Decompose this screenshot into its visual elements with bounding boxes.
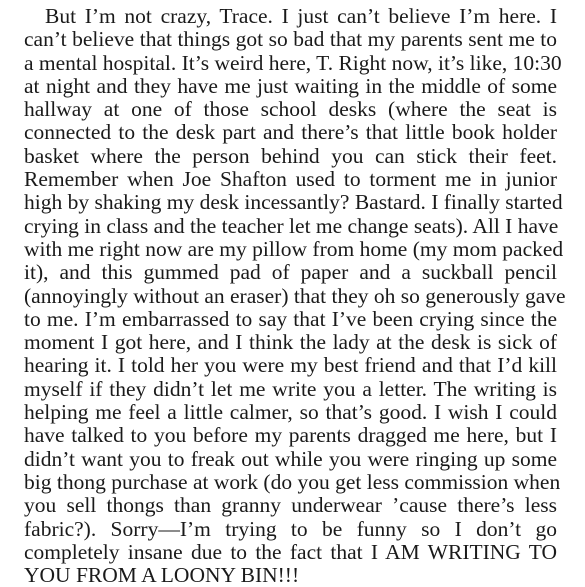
text-line: hallway at one of those school desks (where the seat is <box>24 97 557 122</box>
text-line: connected to the desk part and there’s that little book holder <box>24 120 557 145</box>
text-line: (annoyingly without an eraser) that they oh so generously gave <box>24 283 566 308</box>
text-line: fabric?). Sorry—I’m trying to be funny so I don’t go <box>24 516 557 541</box>
text-line: high by shaking my desk incessantly? Bastard. I finally started <box>24 190 563 215</box>
text-line: helping me feel a little calmer, so that’s good. I wish I could <box>24 400 557 425</box>
text-line: at night and they have me just waiting in the middle of some <box>24 73 557 98</box>
text-line: big thong purchase at work (do you get less commission when <box>24 469 561 494</box>
text-line: to me. I’m embarrassed to say that I’ve been crying since the <box>24 306 557 331</box>
text-line: it), and this gummed pad of paper and a suckball pencil <box>24 260 557 285</box>
text-line: hearing it. I told her you were my best friend and that I’d kill <box>24 353 557 378</box>
text-line: moment I got here, and I think the lady at the desk is sick of <box>24 330 557 355</box>
text-line: basket where the person behind you can stick their feet. <box>24 143 557 168</box>
text-line: Remember when Joe Shafton used to torment me in junior <box>24 167 557 192</box>
text-line: crying in class and the teacher let me change seats). All I have <box>24 213 559 238</box>
text-line: with me right now are my pillow from home (my mom packed <box>24 236 564 261</box>
text-line: didn’t want you to freak out while you were ringing up some <box>24 446 557 471</box>
text-line: completely insane due to the fact that I AM WRITING TO <box>24 539 557 564</box>
text-line: But I’m not crazy, Trace. I just can’t believe I’m here. I <box>45 4 557 28</box>
text-line: have talked to you before my parents dragged me here, but I <box>24 423 557 448</box>
text-line: can’t believe that things got so bad that my parents sent me to <box>24 27 557 52</box>
text-line: myself if they didn’t let me write you a letter. The writing is <box>24 376 557 401</box>
text-line: you sell thongs than granny underwear ’cause there’s less <box>24 493 557 518</box>
text-line: YOU FROM A LOONY BIN!!! <box>24 563 300 587</box>
text-line: a mental hospital. It’s weird here, T. Right now, it’s like, 10:30 <box>24 50 562 75</box>
letter-paragraph <box>24 4 566 587</box>
